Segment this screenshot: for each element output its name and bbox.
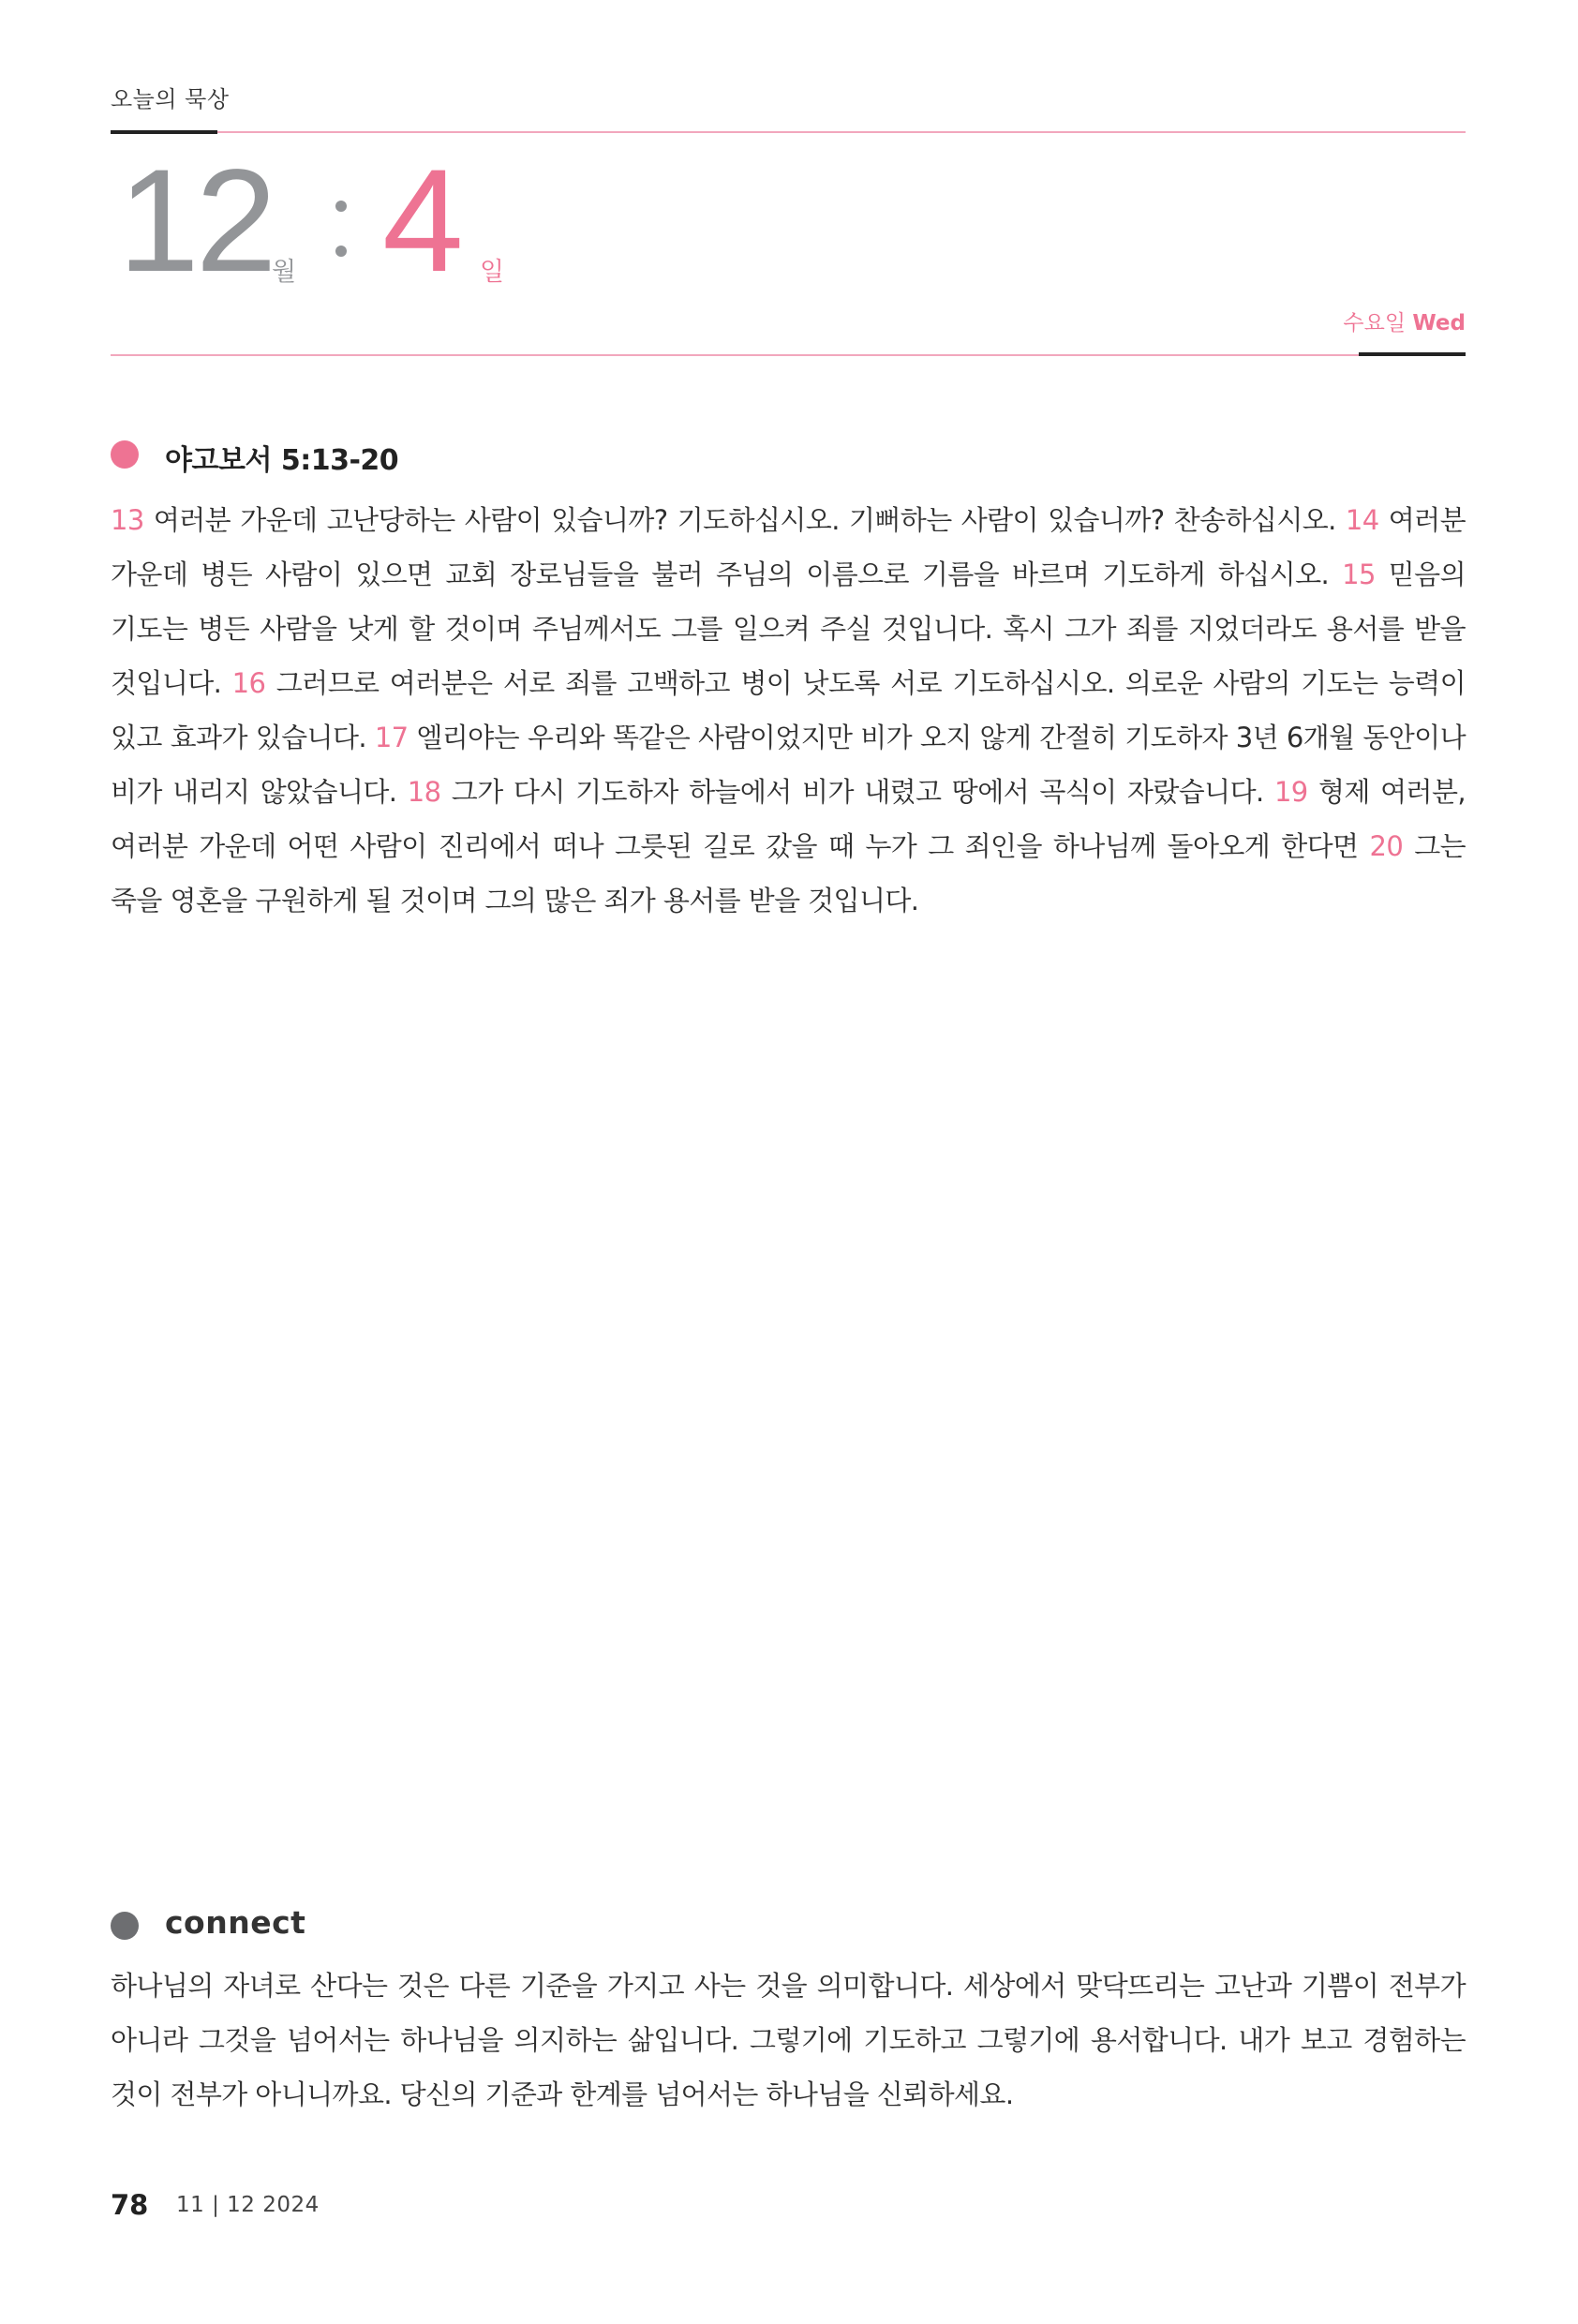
verse-text: 그가 다시 기도하자 하늘에서 비가 내렸고 땅에서 곡식이 자랐습니다. <box>451 776 1264 808</box>
verse-text: 형제 여러분, 여러분 가운데 어떤 사람이 진리에서 떠나 그릇된 길로 갔을 때 누가 그 죄인을 하나님께 돌아오게 한다면 <box>111 776 1466 862</box>
date-colon <box>335 201 347 261</box>
verse-number: 16 <box>231 667 266 699</box>
verse-text: 엘리야는 우리와 똑같은 사람이었지만 비가 오지 않게 간절히 기도하자 3년 6개월 동안이나 비가 내리지 않았습니다. <box>111 722 1466 808</box>
verse-text: 그러므로 여러분은 서로 죄를 고백하고 병이 낫도록 서로 기도하십시오. 의로운 사람의 기도는 능력이 있고 효과가 있습니다. <box>111 667 1466 753</box>
verse-text: 여러분 가운데 병든 사람이 있으면 교회 장로님들을 불러 주님의 이름으로 기름을 바르며 기도하게 하십시오. <box>111 504 1466 590</box>
passage-bullet-icon <box>111 440 139 469</box>
verse-number: 15 <box>1342 559 1376 590</box>
passage-reference: 야고보서 5:13-20 <box>165 444 399 477</box>
date-month: 12 <box>118 140 274 303</box>
verse-text: 여러분 가운데 고난당하는 사람이 있습니까? 기도하십시오. 기뻐하는 사람이 있습니까? 찬송하십시오. <box>153 504 1336 536</box>
verse-text: 믿음의 기도는 병든 사람을 낫게 할 것이며 주님께서도 그를 일으켜 주실 것입니다. 혹시 그가 죄를 지었더라도 용서를 받을 것입니다. <box>111 559 1466 699</box>
verse-text: 그는 죽을 영혼을 구원하게 될 것이며 그의 많은 죄가 용서를 받을 것입니다. <box>111 830 1466 916</box>
header-divider-accent <box>1359 352 1466 356</box>
verse-number: 18 <box>407 776 441 808</box>
verse-number: 19 <box>1273 776 1308 808</box>
date-month-unit: 월 <box>272 258 297 287</box>
weekday-korean: 수요일 <box>1343 311 1407 335</box>
colon-dot-top <box>335 201 347 212</box>
passage-body <box>111 493 1466 928</box>
top-divider-accent <box>111 130 217 134</box>
date-day: 4 <box>382 140 464 303</box>
date-day-unit: 일 <box>480 258 505 287</box>
weekday-label <box>1343 305 1466 336</box>
verse-number: 13 <box>111 504 144 536</box>
issue-date: 11 | 12 2024 <box>176 2193 320 2217</box>
connect-heading: connect <box>165 1904 306 1941</box>
connect-bullet-icon <box>111 1912 139 1940</box>
verse-number: 14 <box>1345 504 1379 536</box>
page-number: 78 <box>111 2189 149 2221</box>
verse-number: 17 <box>374 722 409 753</box>
colon-dot-bottom <box>335 246 347 257</box>
verse-number: 20 <box>1369 830 1404 862</box>
weekday-english: Wed <box>1412 311 1466 335</box>
header-divider <box>111 354 1466 356</box>
connect-body: 하나님의 자녀로 산다는 것은 다른 기준을 가지고 사는 것을 의미합니다. 세상에서 맞닥뜨리는 고난과 기쁨이 전부가 아니라 그것을 넘어서는 하나님을 의지하는 삶입니다. 그렇기에 기도하고 그렇기에 용서합니다. 내가 보고 경험하는 것이 전부가 아니니까요. 당신의 기준과 한계를 넘어서는 하나님을 신뢰하세요. <box>111 1970 1466 2110</box>
top-divider <box>111 131 1466 133</box>
series-title: 오늘의 묵상 <box>111 86 230 112</box>
